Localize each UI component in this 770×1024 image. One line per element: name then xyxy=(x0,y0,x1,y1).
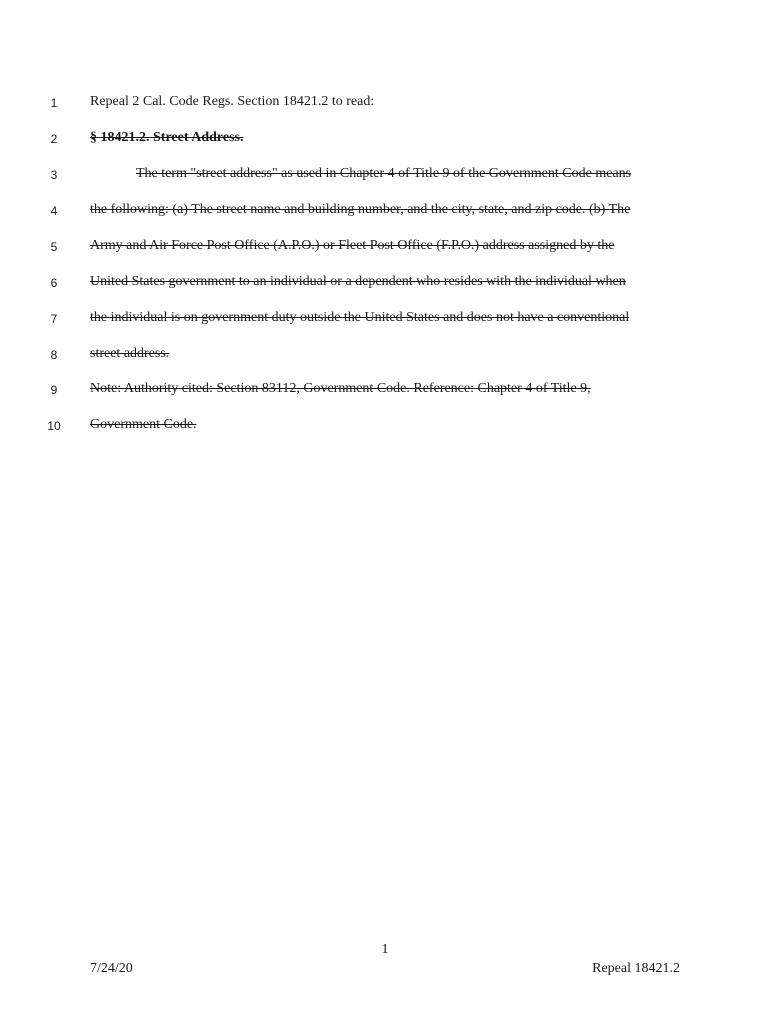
page-number: 1 xyxy=(381,942,389,957)
line-number: 8 xyxy=(50,348,58,362)
line-number: 4 xyxy=(50,204,58,218)
footer-label: Repeal 18421.2 xyxy=(592,961,680,976)
struck-text: The term "street address" as used in Chapter 4 of Title 9 of the Government Code means xyxy=(136,166,632,181)
line-number: 1 xyxy=(50,96,58,110)
line-number: 6 xyxy=(50,276,58,290)
document-line xyxy=(0,274,770,310)
struck-text: street address. xyxy=(90,346,170,361)
line-number: 5 xyxy=(50,240,58,254)
footer-date: 7/24/20 xyxy=(90,961,133,976)
struck-text: Army and Air Force Post Office (A.P.O.) or Fleet Post Office (F.P.O.) address assigned by the xyxy=(90,238,615,253)
document-line xyxy=(0,202,770,238)
struck-text: the following: (a) The street name and building number, and the city, state, and zip code. (b) The xyxy=(90,202,631,217)
line-number: 3 xyxy=(50,168,58,182)
document-line xyxy=(0,94,770,130)
document-line xyxy=(0,346,770,382)
document-line xyxy=(0,381,770,417)
document-line xyxy=(0,417,770,453)
document-line xyxy=(0,310,770,346)
struck-text: United States government to an individual or a dependent who resides with the individual when xyxy=(90,274,626,289)
struck-text: the individual is on government duty outside the United States and does not have a conventional xyxy=(90,310,630,325)
document-line xyxy=(0,166,770,202)
section-heading: § 18421.2. Street Address. xyxy=(90,130,244,145)
line-number: 2 xyxy=(50,132,58,146)
authority-note: Note: Authority cited: Section 83112, Government Code. Reference: Chapter 4 of Title 9, xyxy=(90,381,591,396)
authority-note: Government Code. xyxy=(90,417,197,432)
repeal-instruction: Repeal 2 Cal. Code Regs. Section 18421.2 to read: xyxy=(90,94,375,109)
line-number: 7 xyxy=(50,312,58,326)
document-line xyxy=(0,130,770,166)
line-number: 9 xyxy=(50,383,58,397)
line-number: 10 xyxy=(47,419,61,433)
document-line xyxy=(0,238,770,274)
